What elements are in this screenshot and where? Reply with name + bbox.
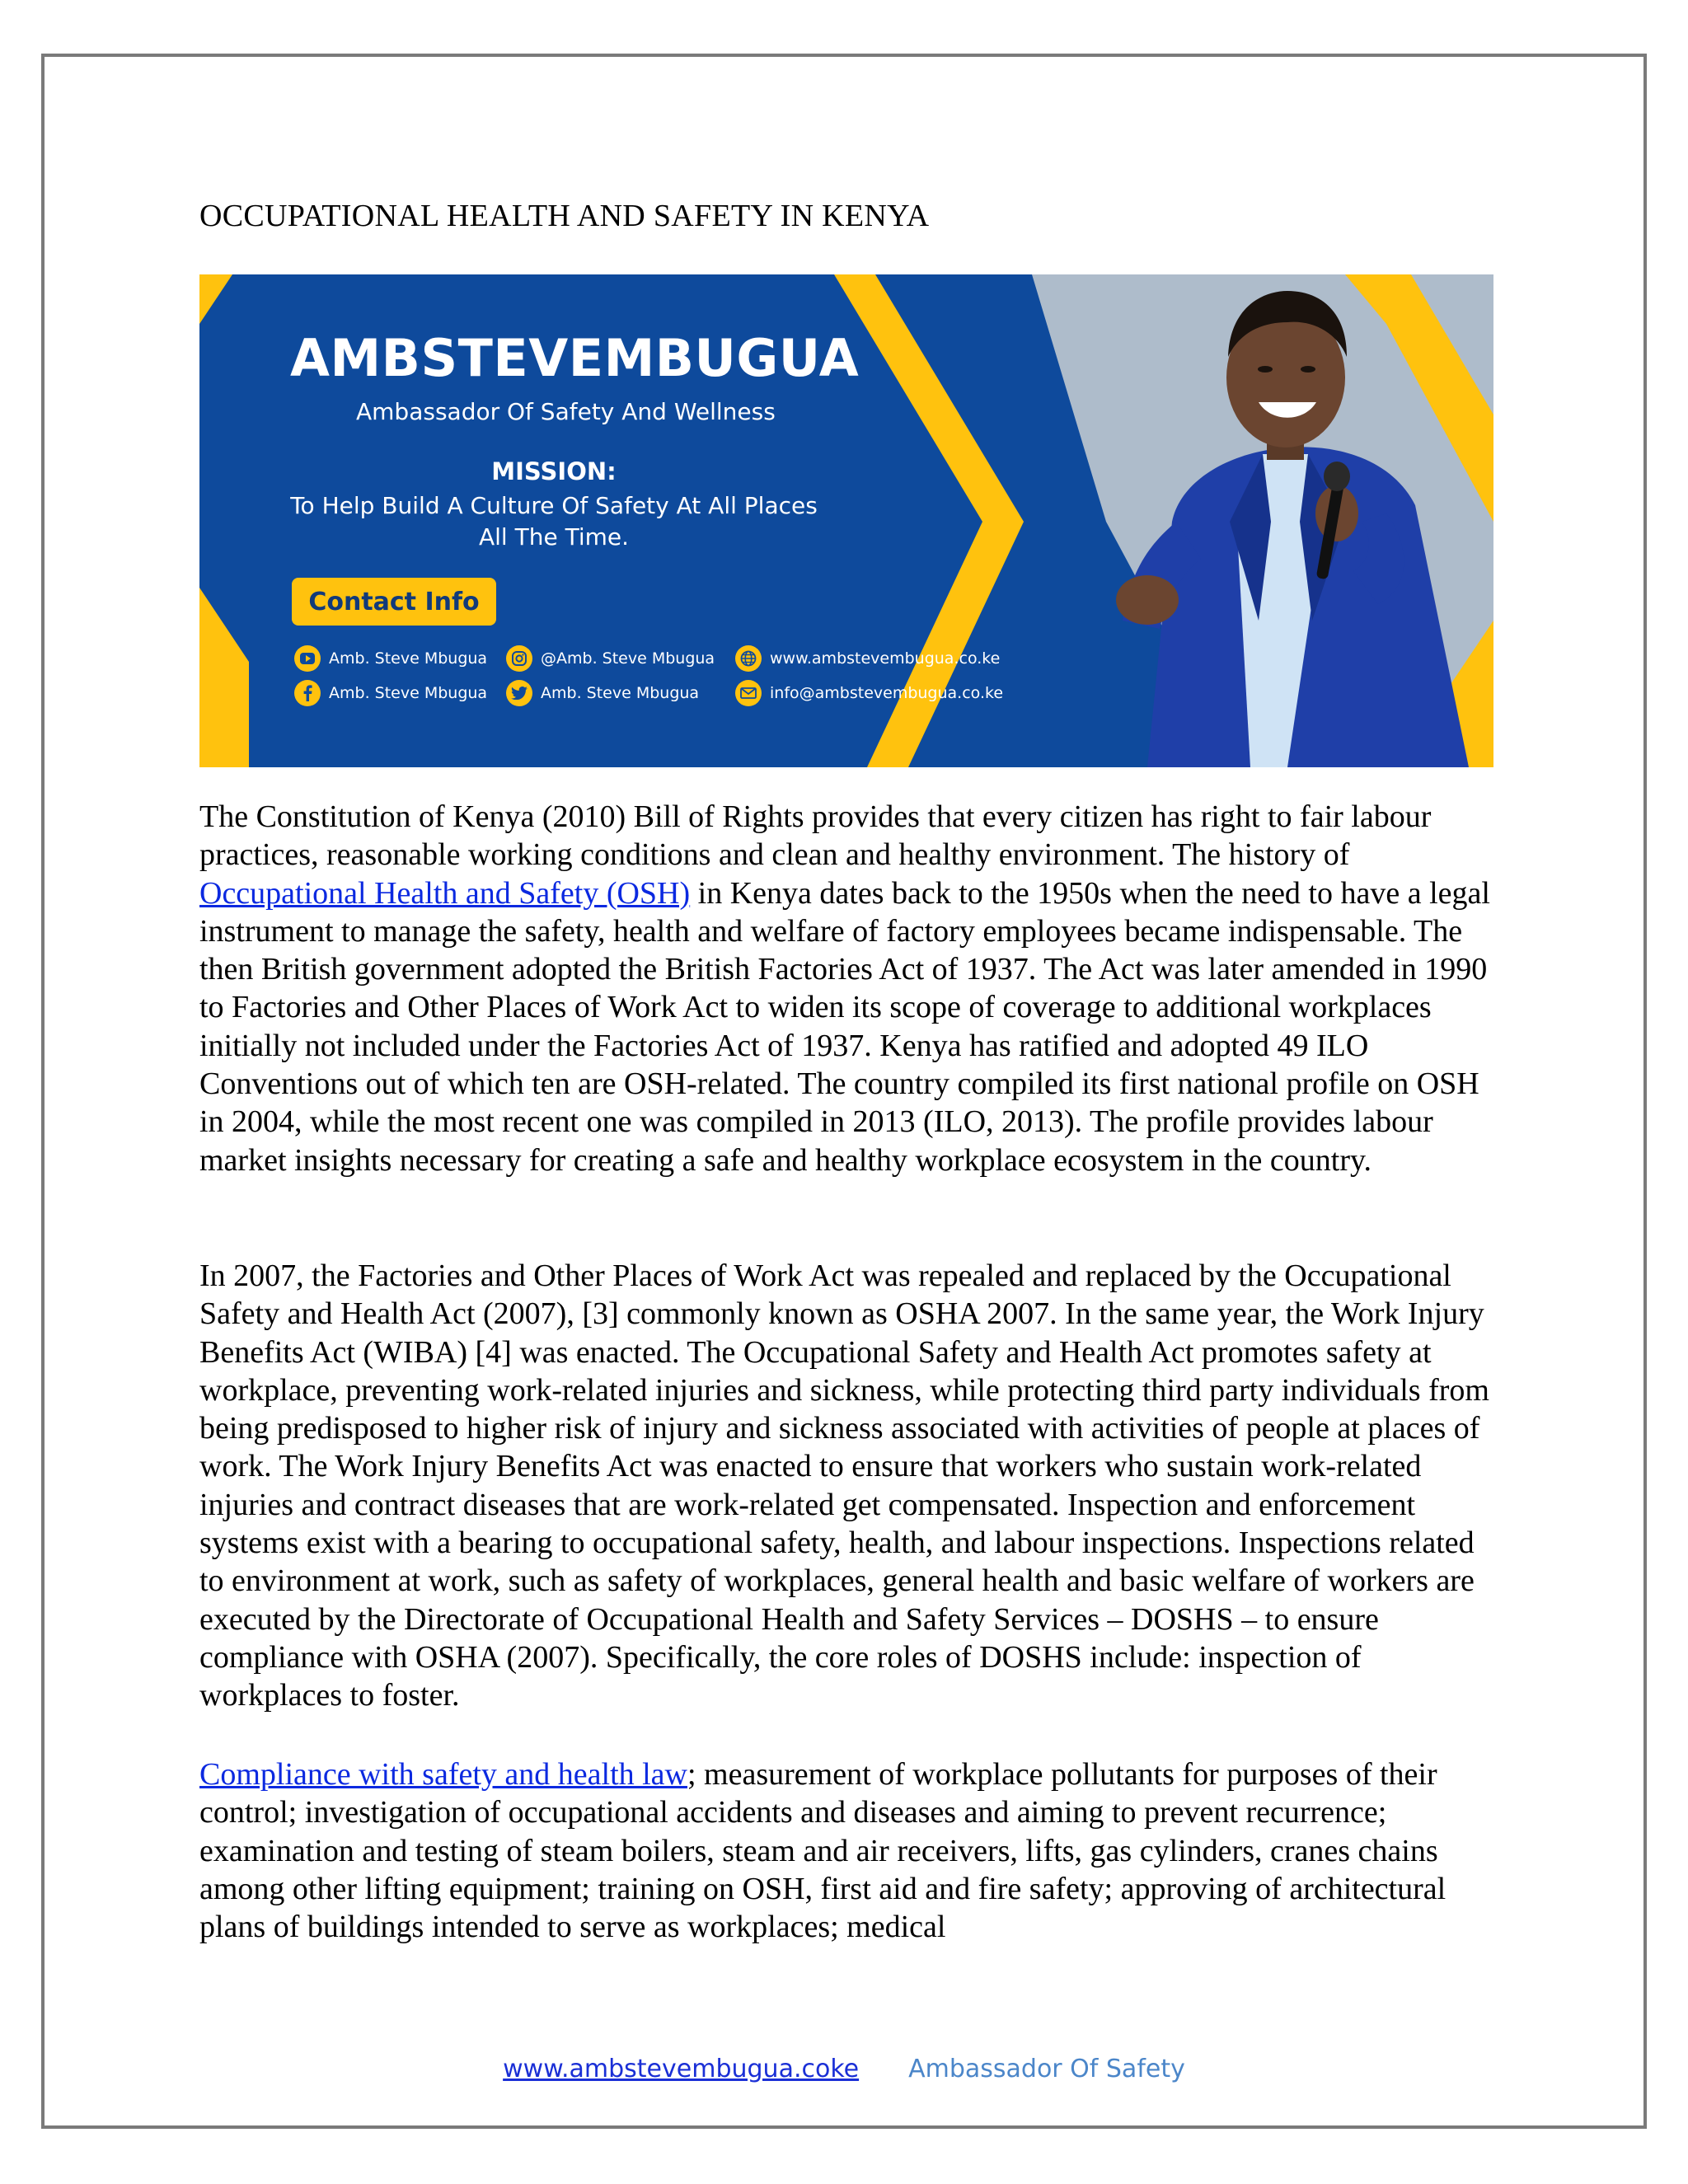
p1-text-before: The Constitution of Kenya (2010) Bill of Rights provides that every citizen has right to fair labour practices, reasonable working conditions and clean and healthy environment. The history of	[199, 799, 1432, 873]
paragraph-1	[199, 798, 1502, 1179]
globe-icon	[735, 645, 762, 672]
mission-line-1: To Help Build A Culture Of Safety At All Places	[290, 492, 818, 519]
mission-text	[199, 490, 908, 553]
twitter-icon	[506, 680, 532, 706]
instagram-icon	[506, 645, 532, 672]
footer-tagline: Ambassador Of Safety	[908, 2055, 1185, 2083]
banner-tagline: Ambassador Of Safety And Wellness	[356, 398, 776, 425]
contact-instagram-label: @Amb. Steve Mbugua	[541, 649, 715, 668]
contact-facebook-label: Amb. Steve Mbugua	[329, 684, 488, 702]
contact-email-label: info@ambstevembugua.co.ke	[770, 684, 1004, 702]
contact-email	[735, 680, 1003, 706]
p1-text-after: in Kenya dates back to the 1950s when the need to have a legal instrument to manage the safety, health and welfare of factory employees became indispensable. The then British government adopted the British Factories Act of 1937. The Act was later amended in 1990 to Factories and Other Places of Work Act to widen its scope of coverage to additional workplaces initially not included under the Factories Act of 1937. Kenya has ratified and adopted 49 ILO Conventions out of which ten are OSH-related. The country compiled its first national profile on OSH in 2004, while the most recent one was compiled in 2013 (ILO, 2013). The profile provides labour market insights necessary for creating a safe and healthy workplace ecosystem in the country.	[199, 875, 1490, 1178]
paragraph-3	[199, 1755, 1502, 1946]
mission-line-2: All The Time.	[478, 523, 629, 551]
document-title: OCCUPATIONAL HEALTH AND SAFETY IN KENYA	[199, 199, 930, 233]
youtube-icon	[294, 645, 321, 672]
compliance-link[interactable]: Compliance with safety and health law	[199, 1757, 687, 1792]
contact-website-label: www.ambstevembugua.co.ke	[770, 649, 1001, 668]
paragraph-2	[199, 1257, 1502, 1715]
footer-website-link[interactable]: www.ambstevembugua.coke	[503, 2055, 860, 2083]
contact-youtube	[294, 645, 487, 672]
paragraph-2-text: In 2007, the Factories and Other Places of Work Act was repealed and replaced by the Occupational Safety and Health Act (2007), [3] commonly known as OSHA 2007. In the same year, the Work Injury Benefits Act (WIBA) [4] was enacted. The Occupational Safety and Health Act promotes safety at workplace, preventing work-related injuries and sickness, while protecting third party individuals from being predisposed to higher risk of injury and sickness associated with activities of people at places of work. The Work Injury Benefits Act was enacted to ensure that workers who sustain work-related injuries and contract diseases that are work-related get compensated. Inspection and enforcement systems exist with a bearing to occupational safety, health, and labour inspections. Inspections related to environment at work, such as safety of workplaces, general health and basic welfare of workers are executed by the Directorate of Occupational Health and Safety Services – DOSHS – to ensure compliance with OSHA (2007). Specifically, the core roles of DOSHS include: inspection of workplaces to foster.	[199, 1258, 1489, 1713]
osh-link[interactable]: Occupational Health and Safety (OSH)	[199, 875, 691, 911]
paragraph-3-text	[199, 1755, 1502, 1946]
paragraph-1-text	[199, 798, 1502, 1179]
contact-twitter	[506, 680, 699, 706]
speaker-photo	[1024, 274, 1493, 767]
contact-instagram	[506, 645, 715, 672]
contact-twitter-label: Amb. Steve Mbugua	[541, 684, 700, 702]
contact-website	[735, 645, 1000, 672]
banner-brand: AMBSTEVEMBUGUA	[290, 328, 860, 388]
mission-heading: MISSION:	[491, 457, 617, 485]
contact-info-button: Contact Info	[292, 578, 496, 626]
contact-youtube-label: Amb. Steve Mbugua	[329, 649, 488, 668]
mail-icon	[735, 680, 762, 706]
p3-text-after: ; measurement of workplace pollutants for purposes of their control; investigation of occupational accidents and diseases and aiming to prevent recurrence; examination and testing of steam boilers, steam and air receivers, lifts, gas cylinders, cranes chains among other lifting equipment; training on OSH, first aid and fire safety; approving of architectural plans of buildings intended to serve as workplaces; medical	[199, 1757, 1447, 1945]
facebook-icon	[294, 680, 321, 706]
promo-banner	[199, 274, 1493, 767]
page-footer	[0, 2055, 1688, 2083]
contact-facebook	[294, 680, 487, 706]
